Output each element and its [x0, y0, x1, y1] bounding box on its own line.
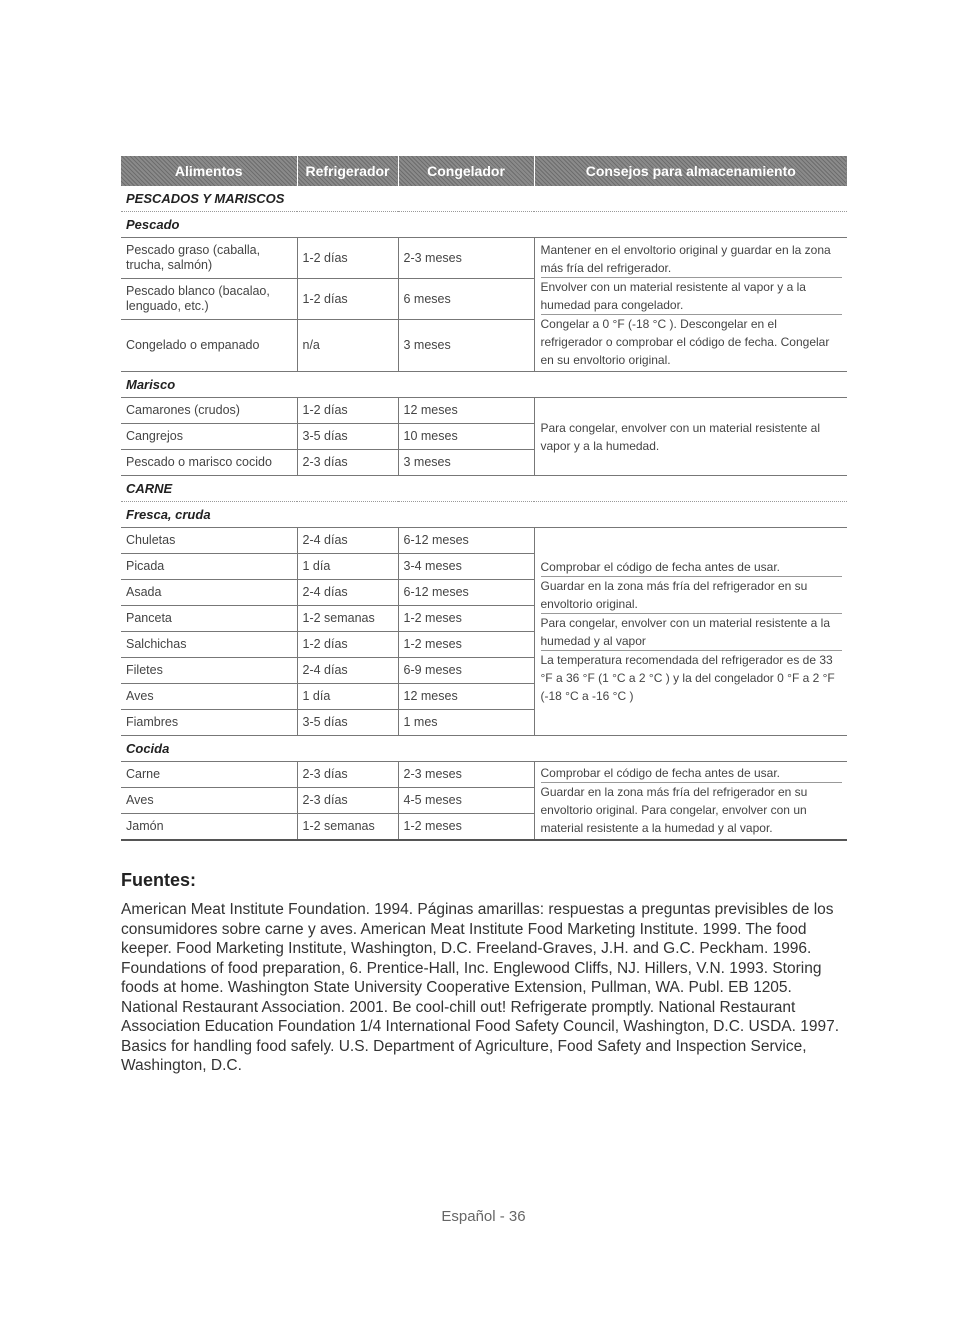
food-cell: Asada [121, 580, 297, 606]
subsection-marisco: Marisco [121, 372, 847, 398]
tips-cell: Para congelar, envolver con un material resistente al vapor y a la humedad. [534, 398, 847, 476]
food-cell: Chuletas [121, 528, 297, 554]
fridge-cell: 1-2 días [297, 398, 398, 424]
food-cell: Panceta [121, 606, 297, 632]
freezer-cell: 10 meses [398, 424, 534, 450]
header-consejos: Consejos para almacenamiento [534, 156, 847, 186]
freezer-cell: 2-3 meses [398, 762, 534, 788]
table-row [121, 398, 847, 424]
freezer-cell: 3 meses [398, 320, 534, 372]
table-header-row [121, 156, 847, 186]
table-row [121, 238, 847, 279]
freezer-cell: 1-2 meses [398, 814, 534, 841]
food-cell: Congelado o empanado [121, 320, 297, 372]
table-row [121, 528, 847, 554]
fridge-cell: 2-3 días [297, 450, 398, 476]
storage-table [121, 156, 847, 841]
section-pescados-mariscos: PESCADOS Y MARISCOS [121, 186, 847, 212]
food-cell: Jamón [121, 814, 297, 841]
food-cell: Cangrejos [121, 424, 297, 450]
freezer-cell: 6-9 meses [398, 658, 534, 684]
freezer-cell: 2-3 meses [398, 238, 534, 279]
food-cell: Fiambres [121, 710, 297, 736]
fridge-cell: 1-2 días [297, 632, 398, 658]
food-cell: Pescado blanco (bacalao, lenguado, etc.) [121, 279, 297, 320]
fridge-cell: 1 día [297, 554, 398, 580]
sources-text: American Meat Institute Foundation. 1994. Páginas amarillas: respuestas a preguntas previsibles de los consumidores sobre carne y aves. American Meat Institute Food Marketing Institute. 1999. The food keeper. Food Marketing Institute, Washington, D.C. Freeland-Graves, J.H. and G.C. Peckham. 1996. Foundations of food preparation, 6. Prentice-Hall, Inc. Englewood Cliffs, NJ. Hillers, V.N. 1993. Storing foods at home. Washington State University Cooperative Extension, Pullman, WA. Publ. EB 1205. National Restaurant Association. 2001. Be cool-chill out! Refrigerate promptly. National Restaurant Association Education Foundation 1/4 International Food Safety Council, Washington, D.C. USDA. 1997. Basics for handling food safely. U.S. Department of Agriculture, Food Safety and Inspection Service, Washington, D.C. [121, 901, 840, 1074]
freezer-cell: 3-4 meses [398, 554, 534, 580]
subsection-pescado: Pescado [121, 212, 847, 238]
freezer-cell: 4-5 meses [398, 788, 534, 814]
header-refrigerador: Refrigerador [297, 156, 398, 186]
tip-line: Comprobar el código de fecha antes de usar. [541, 764, 843, 783]
fridge-cell: 2-3 días [297, 762, 398, 788]
fridge-cell: 1-2 semanas [297, 606, 398, 632]
food-cell: Pescado o marisco cocido [121, 450, 297, 476]
fridge-cell: 1 día [297, 684, 398, 710]
subsection-cocida: Cocida [121, 736, 847, 762]
fridge-cell: 3-5 días [297, 710, 398, 736]
tip-line: Guardar en la zona más fría del refrigerador en su envoltorio original. [541, 577, 843, 614]
tip-line: Mantener en el envoltorio original y guardar en la zona más fría del refrigerador. [541, 241, 843, 278]
food-cell: Camarones (crudos) [121, 398, 297, 424]
fridge-cell: 1-2 semanas [297, 814, 398, 841]
subsection-fresca-cruda: Fresca, cruda [121, 502, 847, 528]
table-row [121, 762, 847, 788]
storage-table-container [121, 156, 847, 841]
freezer-cell: 1-2 meses [398, 606, 534, 632]
fridge-cell: 2-4 días [297, 658, 398, 684]
freezer-cell: 6-12 meses [398, 580, 534, 606]
fridge-cell: 1-2 días [297, 238, 398, 279]
fridge-cell: 2-4 días [297, 580, 398, 606]
header-alimentos: Alimentos [121, 156, 297, 186]
fridge-cell: 2-3 días [297, 788, 398, 814]
food-cell: Filetes [121, 658, 297, 684]
tips-cell [534, 238, 847, 372]
tip-line: La temperatura recomendada del refrigerador es de 33 °F a 36 °F (1 °C a 2 °C ) y la del congelador 0 °F a 2 °F (-18 °C a -16 °C ) [540, 653, 835, 703]
tip-line: Para congelar, envolver con un material resistente a la humedad y al vapor [541, 614, 843, 651]
page-footer: Español - 36 [441, 1208, 526, 1225]
tip-line: Envolver con un material resistente al vapor y a la humedad para congelador. [541, 278, 843, 315]
food-cell: Picada [121, 554, 297, 580]
fridge-cell: 2-4 días [297, 528, 398, 554]
fridge-cell: n/a [297, 320, 398, 372]
tips-cell [534, 762, 847, 841]
food-cell: Aves [121, 684, 297, 710]
sources-heading: Fuentes: [121, 870, 197, 890]
tip-line: Comprobar el código de fecha antes de usar. [541, 558, 843, 577]
food-cell: Carne [121, 762, 297, 788]
fridge-cell: 1-2 días [297, 279, 398, 320]
freezer-cell: 12 meses [398, 398, 534, 424]
freezer-cell: 3 meses [398, 450, 534, 476]
tip-line: Congelar a 0 °F (-18 °C ). Descongelar en el refrigerador o comprobar el código de fecha. Congelar en su envoltorio original. [540, 316, 830, 367]
tip-line: Guardar en la zona más fría del refrigerador en su envoltorio original. Para congelar, envolver con un material resistente a la humedad y al vapor. [540, 785, 808, 835]
freezer-cell: 6 meses [398, 279, 534, 320]
fridge-cell: 3-5 días [297, 424, 398, 450]
freezer-cell: 1 mes [398, 710, 534, 736]
food-cell: Aves [121, 788, 297, 814]
section-carne: CARNE [121, 476, 847, 502]
freezer-cell: 6-12 meses [398, 528, 534, 554]
freezer-cell: 1-2 meses [398, 632, 534, 658]
header-congelador: Congelador [398, 156, 534, 186]
food-cell: Pescado graso (caballa, trucha, salmón) [121, 238, 297, 279]
freezer-cell: 12 meses [398, 684, 534, 710]
tips-cell [534, 528, 847, 736]
food-cell: Salchichas [121, 632, 297, 658]
